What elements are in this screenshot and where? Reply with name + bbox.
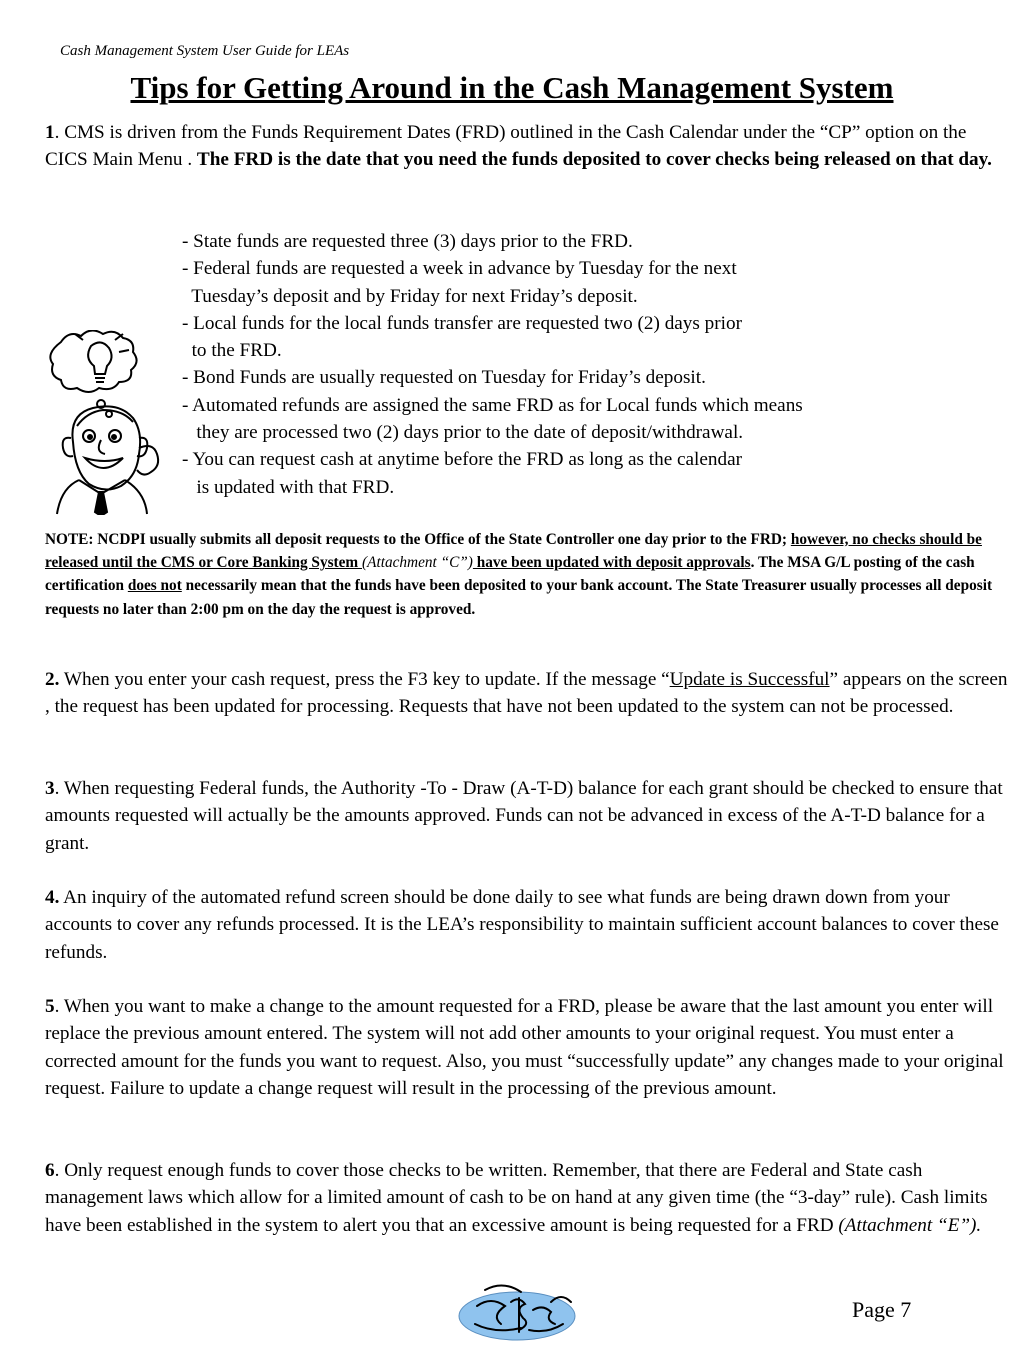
page-title: Tips for Getting Around in the Cash Management System [130,70,894,105]
bullet-line: to the FRD. [182,340,282,362]
tip-3-number: 3 [45,778,55,799]
update-successful-message: Update is Successful [669,669,830,690]
tip-2-text: When you enter your cash request, press the F3 key to update. If the message “ [59,669,670,690]
tip-2-text: ” appears on the screen , the request has been updated for processing. Requests that have not been updated to the system can not be processed. [45,669,1008,718]
header-note: Cash Management System User Guide for LEAs [60,43,350,59]
tip-3 [45,775,1010,857]
bullet-line: - State funds are requested three (3) days prior to the FRD. [182,231,633,252]
attachment-e-reference: (Attachment “E”). [838,1214,982,1236]
tip-5-number: 5 [45,996,55,1017]
deposit-note [45,528,1007,621]
tip-6-number: 6 [45,1160,55,1181]
note-underlined-text: however, no checks should be released until the CMS or Core Banking System [45,531,982,572]
tip-3-text: . When requesting Federal funds, the Authority -To - Draw (A-T-D) balance for each grant should be checked to ensure that amounts requested will actually be the amounts approved. Funds can not be advanced in excess of the A-T-D balance for a grant. [45,778,1003,854]
tip-4-number: 4. [45,887,60,908]
bullet-line: - Local funds for the local funds transfer are requested two (2) days prior [182,312,742,334]
bullet-line: - You can request cash at anytime before the FRD as long as the calendar [182,449,742,471]
note-attachment-c: (Attachment “C”) [362,554,473,572]
note-text: NOTE: NCDPI usually submits all deposit requests to the Office of the State Controller one day prior to the FRD; [45,531,791,548]
tip-2 [45,666,1010,721]
tip-2-number: 2. [45,669,60,690]
tip-6-text: . Only request enough funds to cover those checks to be written. Remember, that there are Federal and State cash management laws which allow for a limited amount of cash to be on hand at any given time (the “3-day” rule). Cash limits have been established in the system to alert you that an excessive amount is being requested for a FRD [45,1160,988,1236]
note-does-not: does not [127,577,182,595]
tip-1-bold-text: The FRD is the date that you need the funds deposited to cover checks being released on that day. [196,149,992,171]
idea-man-lightbulb-icon [43,330,165,515]
tip-1-number: 1 [45,122,55,143]
page-number: Page 7 [852,1297,912,1322]
bullet-line: Tuesday’s deposit and by Friday for next Friday’s deposit. [182,285,638,307]
tip-1 [45,119,1010,174]
note-text: . The MSA G/L posting of the cash certification [45,554,975,595]
note-text: necessarily mean that the funds have been deposited to your bank account. The State Treasurer usually processes all deposit requests no later than 2:00 pm on the day the request is approved. [45,577,993,618]
bullet-line: is updated with that FRD. [182,476,395,498]
tip-5-text: . When you want to make a change to the amount requested for a FRD, please be aware that the last amount you enter will replace the previous amount entered. The system will not add other amounts to your original request. You must enter a corrected amount for the funds you want to request. Also, you must “successfully update” any changes made to your original request. Failure to update a change request will result in the processing of the previous amount. [45,996,1004,1099]
cash-logo-icon [455,1280,580,1342]
bullet-line: - Automated refunds are assigned the same FRD as for Local funds which means [182,394,803,416]
bullet-line: - Federal funds are requested a week in advance by Tuesday for the next [182,258,737,280]
note-underlined-text: have been updated with deposit approvals [472,554,751,572]
tip-4-text: An inquiry of the automated refund screen should be done daily to see what funds are being drawn down from your accounts to cover any refunds processed. It is the LEA’s responsibility to maintain sufficient account balances to cover these refunds. [45,887,999,963]
tip-4 [45,884,1010,966]
tip-1-text: . CMS is driven from the Funds Requirement Dates (FRD) outlined in the Cash Calendar under the “CP” option on the CICS Main Menu . [45,122,967,171]
bullet-line: they are processed two (2) days prior to the date of deposit/withdrawal. [182,422,744,444]
frd-bullet-list [182,228,962,501]
bullet-line: - Bond Funds are usually requested on Tuesday for Friday’s deposit. [182,367,706,389]
tip-6 [45,1157,1010,1239]
tip-5 [45,993,1010,1102]
